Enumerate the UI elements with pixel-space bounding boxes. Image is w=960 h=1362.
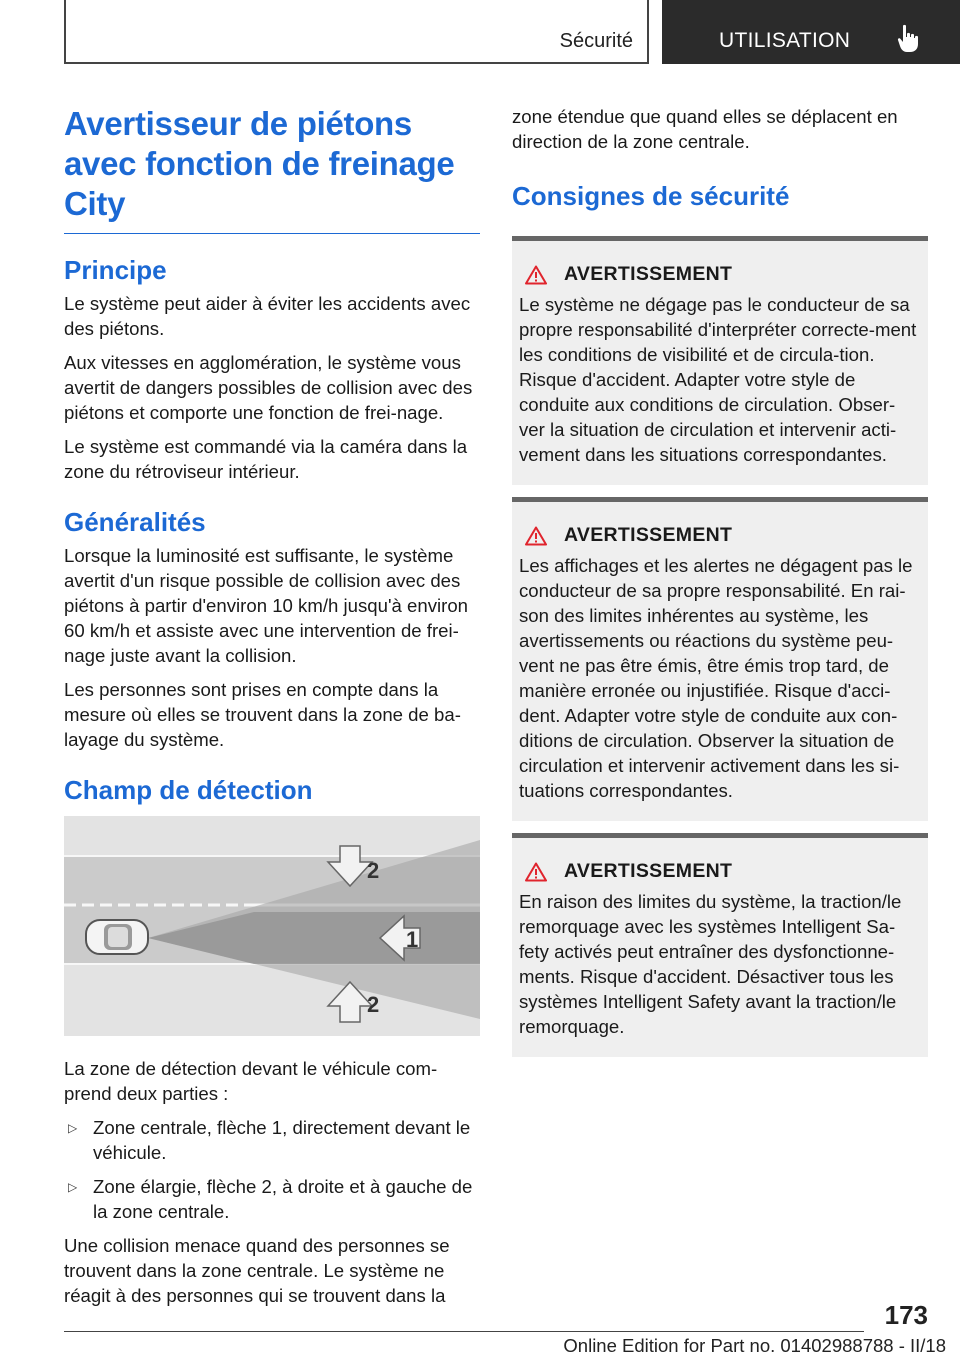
right-column [512, 104, 928, 1069]
list-item [64, 1115, 480, 1165]
warning-box [512, 236, 928, 485]
chapter-title: UTILISATION [719, 29, 851, 52]
list-item-text: Zone élargie, flèche 2, à droite et à gauche de la zone centrale. [93, 1176, 473, 1222]
warning-title: AVERTISSEMENT [564, 524, 733, 546]
warning-triangle-icon [525, 862, 547, 882]
pointing-hand-icon [897, 24, 921, 54]
chapter-tab [662, 0, 960, 64]
generalites-paragraph-2: Les personnes sont prises en compte dans la mesure où elles se trouvent dans la zone de ba-layage du système. [64, 679, 461, 750]
generalites-paragraph-1: Lorsque la luminosité est suffisante, le système avertit d'un risque possible de collision avec des piétons à partir d'environ 10 km/h jusqu'à environ 60 km/h et assiste avec une intervention de frei-nage juste avant la collision. [64, 545, 468, 666]
arrow-label-top: 2 [367, 858, 380, 883]
warning-text: Le système ne dégage pas le conducteur de sa propre responsabilité d'interpréter correcte-ment les conditions de visibilité et de circula-tion. Risque d'accident. Adapter votre style de conduite aux conditions de circulation. Obser-ver la situation de circulation et intervenir acti-vement dans les situations correspondantes. [519, 294, 917, 465]
warning-text: Les affichages et les alertes ne dégagent pas le conducteur de sa propre responsabilité. En rai-son des limites inhérentes au système, les avertissements ou réactions du système peu-vent ne pas être émis, être émis trop tard, de manière erronée ou injustifiée. Risque d'acci-dent. Adapter votre style de conduite aux con-ditions de circulation. Observer la situation de circulation et intervenir activement dans les si-tuations correspondantes. [519, 555, 913, 801]
champ-outro: Une collision menace quand des personnes se trouvent dans la zone centrale. Le système ne réagit à des personnes qui se trouvent dans la [64, 1235, 450, 1306]
page-title: Avertisseur de piétons avec fonction de freinage City [64, 104, 480, 234]
header-section-box [64, 0, 649, 64]
principe-paragraph-2: Aux vitesses en agglomération, le système vous avertit de dangers possibles de collision avec des piétons et comporte une fonction de frei-nage. [64, 352, 473, 423]
warning-box [512, 833, 928, 1057]
left-column [64, 104, 480, 1317]
triangle-bullet-icon: ▷ [68, 1180, 78, 1194]
arrow-label-center: 1 [406, 927, 419, 952]
warning-triangle-icon [525, 265, 547, 285]
heading-champ-detection: Champ de détection [64, 775, 313, 805]
detection-field-illustration [64, 816, 480, 1036]
triangle-bullet-icon: ▷ [68, 1121, 78, 1135]
champ-intro: La zone de détection devant le véhicule com-prend deux parties : [64, 1058, 438, 1104]
warning-triangle-icon [525, 526, 547, 546]
section-title: Sécurité [559, 30, 633, 52]
list-item-text: Zone centrale, flèche 1, directement devant le véhicule. [93, 1117, 471, 1163]
page-number: 173 [884, 1300, 928, 1330]
arrow-label-bottom: 2 [367, 992, 380, 1017]
principe-paragraph-3: Le système est commandé via la caméra dans la zone du rétroviseur intérieur. [64, 436, 468, 482]
warning-title: AVERTISSEMENT [564, 263, 733, 285]
principe-paragraph-1: Le système peut aider à éviter les accidents avec des piétons. [64, 293, 471, 339]
list-item [64, 1174, 480, 1224]
heading-generalites: Généralités [64, 507, 206, 537]
warning-title: AVERTISSEMENT [564, 860, 733, 882]
warning-box [512, 497, 928, 821]
warning-text: En raison des limites du système, la traction/le remorquage avec les systèmes Intelligent Sa-fety activés peut entraîner des dysfonctionne-ments. Risque d'accident. Désactiver tous les systèmes Intelligent Safety avant la traction/le remorquage. [519, 891, 902, 1037]
edition-note: Online Edition for Part no. 01402988788 - II/18 [563, 1335, 946, 1356]
heading-consignes: Consignes de sécurité [512, 181, 790, 211]
footer-divider [64, 1331, 864, 1332]
continuation-paragraph: zone étendue que quand elles se déplacent en direction de la zone centrale. [512, 106, 898, 152]
heading-principe: Principe [64, 255, 167, 285]
vehicle-icon [86, 920, 148, 954]
